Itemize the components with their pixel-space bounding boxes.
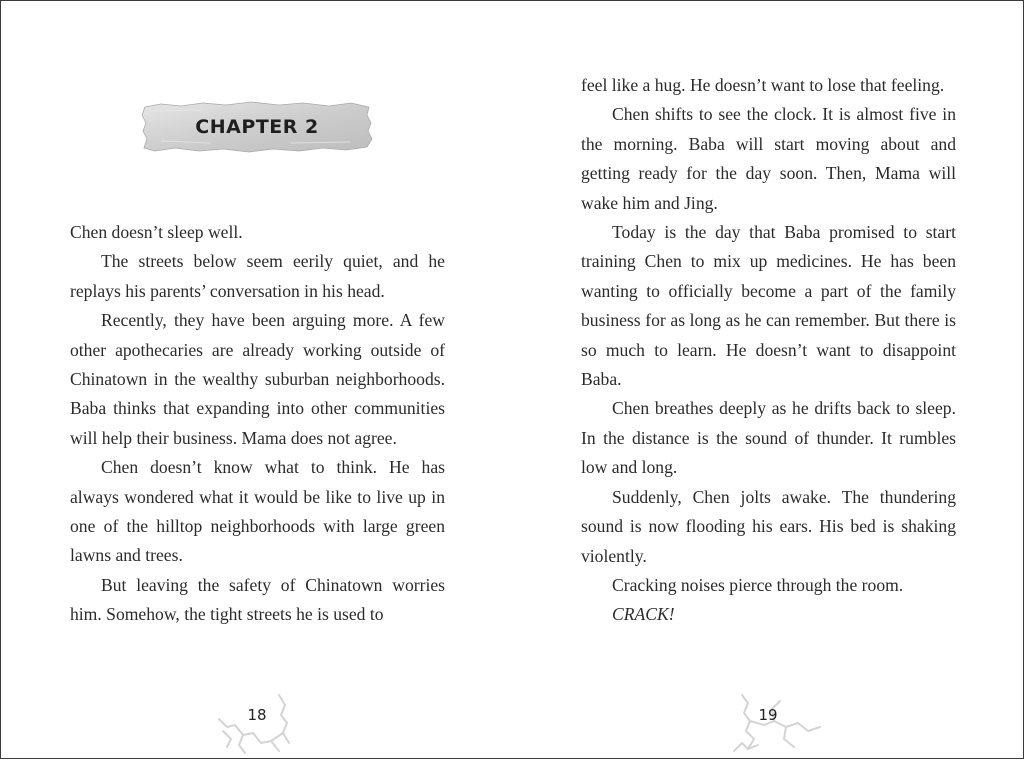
page-number: 18 <box>247 706 267 724</box>
paragraph: Cracking noises pierce through the room. <box>612 574 904 595</box>
right-page <box>512 1 1023 758</box>
crack-icon <box>724 691 824 757</box>
paragraph: Today is the day that Baba promised to start training Chen to mix up medicines. He has been wanting to officially become a part of the family business for as long as he can remember. But there is so much to learn. He doesn’t want to disappoint Baba. <box>581 222 956 390</box>
paragraph: Recently, they have been arguing more. A few other apothecaries are already working outside of Chinatown in the wealthy suburban neighborhoods. Baba thinks that expanding into other communities will help their business. Mama does not agree. <box>70 310 445 448</box>
paragraph: But leaving the safety of Chinatown worries him. Somehow, the tight streets he is used to <box>70 574 445 625</box>
paragraph: Chen doesn’t know what to think. He has always wondered what it would be like to live up in one of the hilltop neighborhoods with large green lawns and trees. <box>70 457 445 566</box>
left-page <box>1 1 512 758</box>
paragraph: Suddenly, Chen jolts awake. The thundering sound is now flooding his ears. His bed is shaking violently. <box>581 486 956 566</box>
right-page-text <box>581 71 956 630</box>
paragraph: feel like a hug. He doesn’t want to lose that feeling. <box>581 75 945 95</box>
paragraph: CRACK! <box>612 604 675 625</box>
left-page-text <box>70 218 445 630</box>
page-number: 19 <box>758 706 778 724</box>
paragraph: The streets below seem eerily quiet, and he replays his parents’ conversation in his head. <box>70 251 445 301</box>
paragraph: Chen breathes deeply as he drifts back to sleep. In the distance is the sound of thunder. It rumbles low and long. <box>581 398 956 478</box>
chapter-heading: CHAPTER 2 <box>195 116 319 138</box>
crack-icon <box>213 691 303 757</box>
paragraph: Chen doesn’t sleep well. <box>70 222 243 242</box>
chapter-banner <box>141 101 373 153</box>
paragraph: Chen shifts to see the clock. It is almost five in the morning. Baba will start moving about and getting ready for the day soon. Then, Mama will wake him and Jing. <box>581 104 956 213</box>
